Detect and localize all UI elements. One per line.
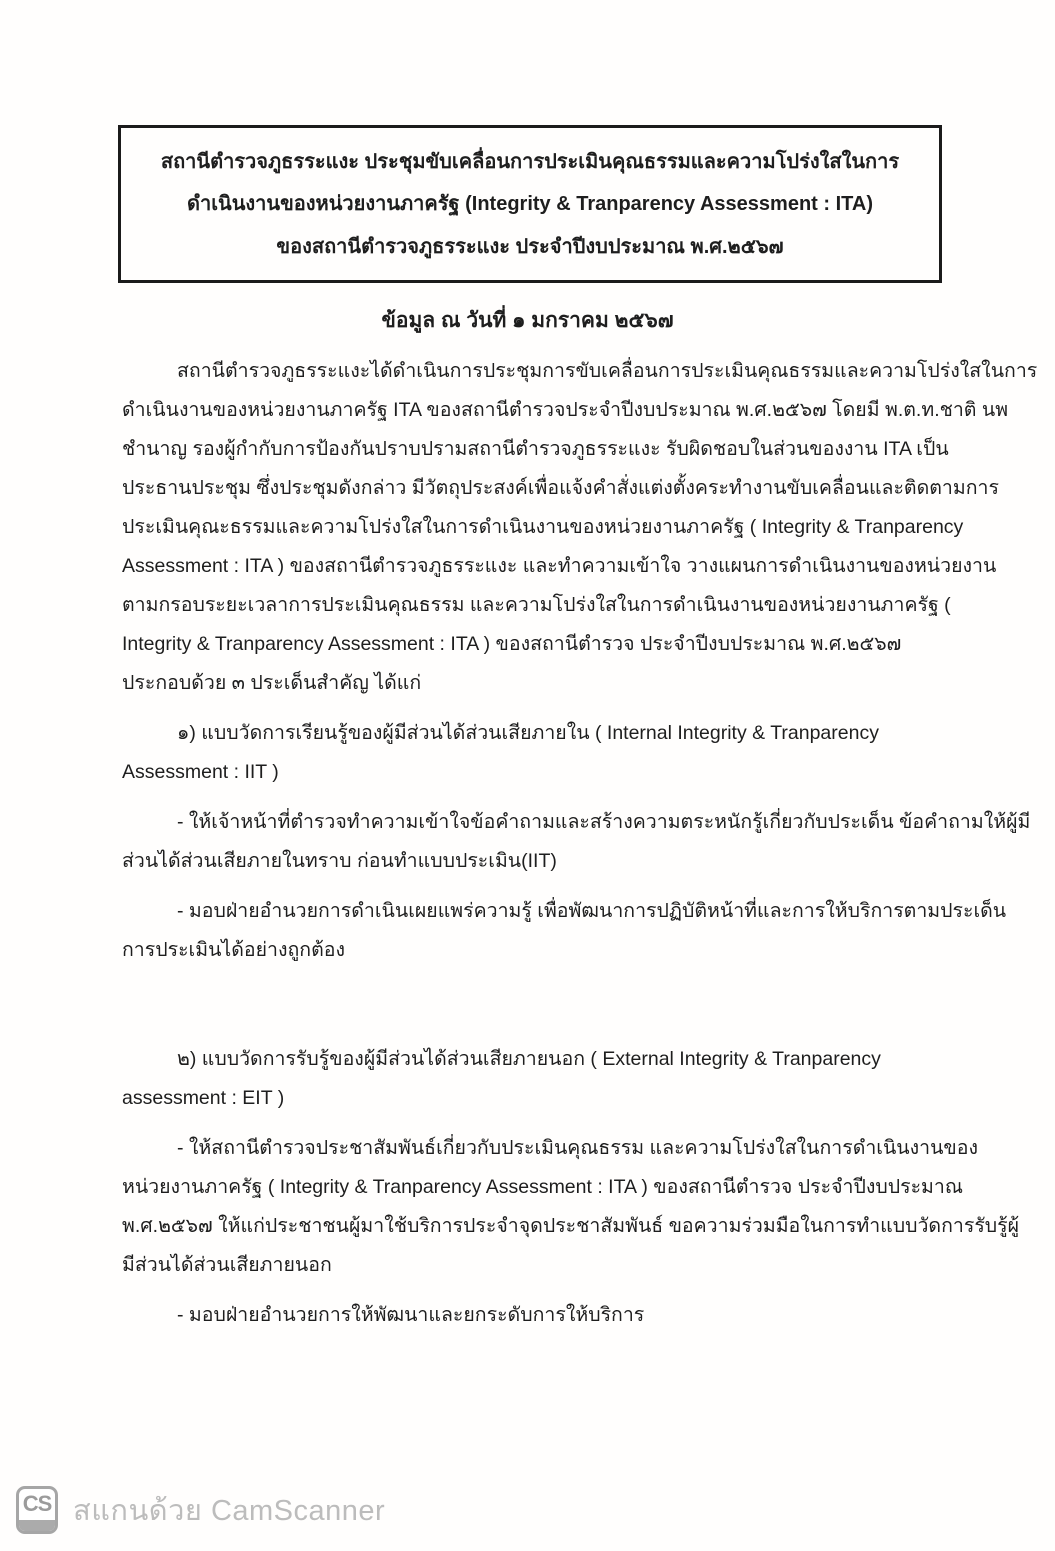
list-item-2-bullet-2	[122, 1296, 940, 1335]
text-line: Integrity & Tranparency Assessment : ITA ) ของสถานีตำรวจ ประจำปีงบประมาณ พ.ศ.๒๕๖๗	[122, 633, 902, 655]
document-title-box	[118, 125, 942, 283]
text-line: ๒) แบบวัดการรับรู้ของผู้มีส่วนได้ส่วนเสียภายนอก ( External Integrity & Tranparency	[177, 1048, 881, 1070]
document-body	[122, 352, 1038, 1346]
camscanner-label: สแกนด้วย CamScanner	[73, 1495, 386, 1527]
text-line: ประธานประชุม ซึ่งประชุมดังกล่าว มีวัตถุประสงค์เพื่อแจ้งคำสั่งแต่งตั้งคระทำงานขับเคลื่อนและติดตามการ	[122, 477, 999, 499]
text-line: ดำเนินงานของหน่วยงานภาครัฐ ITA ของสถานีตำรวจประจำปีงบประมาณ พ.ศ.๒๕๖๗ โดยมี พ.ต.ท.ชาติ นพ	[122, 399, 1009, 421]
paragraph-intro	[122, 352, 1038, 703]
text-line: ตามกรอบระยะเวลาการประเมินคุณธรรม และความโปร่งใสในการดำเนินงานของหน่วยงานภาครัฐ (	[122, 594, 951, 616]
camscanner-icon-letters: CS	[22, 1491, 52, 1516]
text-line: - มอบฝ่ายอำนวยการให้พัฒนาและยกระดับการให้บริการ	[177, 1304, 645, 1326]
text-line: - ให้สถานีตำรวจประชาสัมพันธ์เกี่ยวกับประเมินคุณธรรม และความโปร่งใสในการดำเนินงานของ	[177, 1137, 978, 1159]
list-item-2	[122, 1040, 940, 1118]
list-item-2-bullet-1	[122, 1129, 1020, 1285]
text-line: มีส่วนได้ส่วนเสียภายนอก	[122, 1254, 332, 1276]
text-line: - ให้เจ้าหน้าที่ตำรวจทำความเข้าใจข้อคำถามและสร้างความตระหนักรู้เกี่ยวกับประเด็น ข้อคำถามให้ผู้มี	[177, 811, 1031, 833]
camscanner-watermark	[16, 1486, 385, 1534]
text-line: ชำนาญ รองผู้กำกับการป้องกันปราบปรามสถานีตำรวจภูธรระแงะ รับผิดชอบในส่วนของงาน ITA เป็น	[122, 438, 949, 460]
text-line: assessment : EIT )	[122, 1087, 285, 1109]
text-line: ๑) แบบวัดการเรียนรู้ของผู้มีส่วนได้ส่วนเสียภายใน ( Internal Integrity & Tranparency	[177, 722, 879, 744]
camscanner-icon	[16, 1486, 58, 1534]
text-line: สถานีตำรวจภูธรระแงะได้ดำเนินการประชุมการขับเคลื่อนการประเมินคุณธรรมและความโปร่งใสในการ	[177, 360, 1038, 382]
text-line: พ.ศ.๒๕๖๗ ให้แก่ประชาชนผู้มาใช้บริการประจำจุดประชาสัมพันธ์ ขอความร่วมมือในการทำแบบวัดการรับรู้ผู้	[122, 1215, 1020, 1237]
text-line: หน่วยงานภาครัฐ ( Integrity & Tranparency Assessment : ITA ) ของสถานีตำรวจ ประจำปีงบประมาณ	[122, 1176, 963, 1198]
title-line: สถานีตำรวจภูธรระแงะ ประชุมขับเคลื่อนการประเมินคุณธรรมและความโปร่งใสในการ	[160, 150, 900, 173]
text-line: ประเมินคุณะธรรมและความโปร่งใสในการดำเนินงานของหน่วยงานภาครัฐ ( Integrity & Tranparency	[122, 516, 964, 538]
text-line: การประเมินได้อย่างถูกต้อง	[122, 939, 345, 961]
title-line: ของสถานีตำรวจภูธรระแงะ ประจำปีงบประมาณ พ.ศ.๒๕๖๗	[276, 235, 784, 258]
document-date-line: ข้อมูล ณ วันที่ ๑ มกราคม ๒๕๖๗	[381, 309, 674, 332]
list-item-1-bullet-1	[122, 803, 1031, 881]
text-line: ส่วนได้ส่วนเสียภายในทราบ ก่อนทำแบบประเมิน(IIT)	[122, 850, 557, 872]
camscanner-icon-tab	[19, 1520, 55, 1531]
text-line: ประกอบด้วย ๓ ประเด็นสำคัญ ได้แก่	[122, 672, 422, 694]
list-item-1	[122, 714, 940, 792]
text-line: Assessment : IIT )	[122, 761, 279, 783]
list-item-1-bullet-2	[122, 892, 1007, 970]
title-line: ดำเนินงานของหน่วยงานภาครัฐ (Integrity & Tranparency Assessment : ITA)	[187, 193, 873, 215]
text-line: Assessment : ITA ) ของสถานีตำรวจภูธรระแงะ และทำความเข้าใจ วางแผนการดำเนินงานของหน่วยงาน	[122, 555, 997, 577]
text-line: - มอบฝ่ายอำนวยการดำเนินเผยแพร่ความรู้ เพื่อพัฒนาการปฏิบัติหน้าที่และการให้บริการตามประเด็น	[177, 900, 1007, 922]
